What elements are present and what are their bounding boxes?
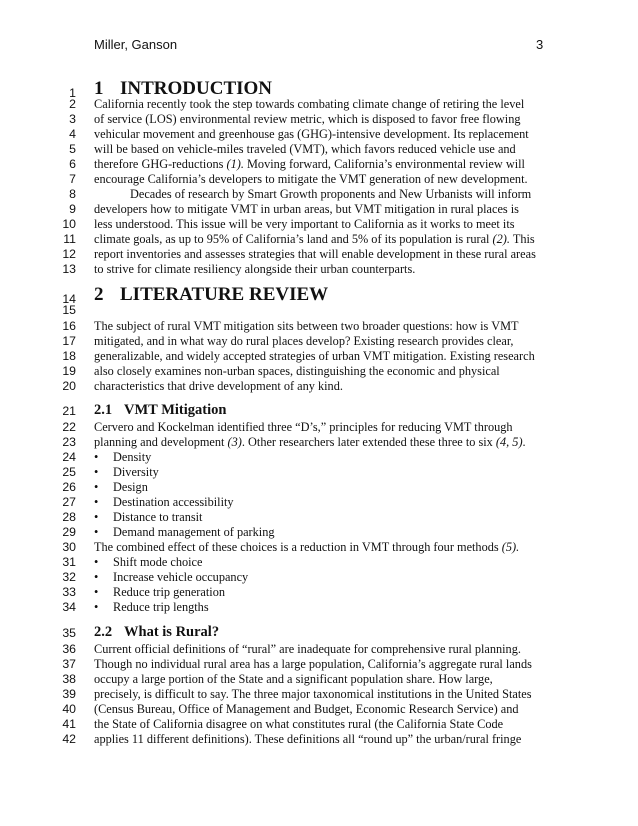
line-text: vehicular movement and greenhouse gas (GHG)-intensive development. Its replacement — [94, 127, 529, 141]
text-run: therefore GHG-reductions — [94, 157, 227, 171]
line-number: 27 — [62, 495, 76, 509]
section-number: 2 — [94, 284, 104, 305]
line-text: encourage California’s developers to mitigate the VMT generation of new development. — [94, 172, 528, 186]
bullet-glyph: • — [94, 570, 99, 584]
line-number: 9 — [69, 202, 76, 216]
line-row — [0, 672, 638, 687]
line-row — [0, 495, 638, 510]
line-row — [0, 112, 638, 127]
line-number: 22 — [62, 420, 76, 434]
line-row — [0, 247, 638, 262]
line-number: 6 — [69, 157, 76, 171]
text-run: This — [509, 232, 535, 246]
line-row — [0, 303, 638, 318]
line-number: 4 — [69, 127, 76, 141]
line-text: also closely examines non-urban spaces, distinguishing the economic and physical — [94, 364, 500, 378]
line-text: to strive for climate resiliency alongside their urban counterparts. — [94, 262, 416, 276]
list-item-text: Density — [113, 450, 152, 464]
line-row — [0, 510, 638, 525]
list-item-text: Shift mode choice — [113, 555, 203, 569]
line-row — [0, 127, 638, 142]
line-number: 37 — [62, 657, 76, 671]
line-row — [0, 157, 638, 172]
line-text: mitigated, and in what way do rural places develop? Existing research provides clear, — [94, 334, 514, 348]
line-number: 26 — [62, 480, 76, 494]
line-number: 3 — [69, 112, 76, 126]
list-item-text: Reduce trip lengths — [113, 600, 209, 614]
list-item-text: Diversity — [113, 465, 159, 479]
line-text — [94, 435, 526, 450]
line-number: 13 — [62, 262, 76, 276]
line-row — [0, 465, 638, 480]
list-item-text: Reduce trip generation — [113, 585, 225, 599]
bullet-glyph: • — [94, 495, 99, 509]
text-run: planning and development — [94, 435, 228, 449]
line-number: 32 — [62, 570, 76, 584]
line-row — [0, 187, 638, 202]
line-number: 15 — [62, 303, 76, 317]
line-row — [0, 420, 638, 435]
line-number: 34 — [62, 600, 76, 614]
bullet-glyph: • — [94, 600, 99, 614]
bullet-glyph: • — [94, 555, 99, 569]
line-text: occupy a large portion of the State and a significant population share. How large, — [94, 672, 493, 686]
line-row — [0, 319, 638, 334]
section-number: 2.1 — [94, 402, 113, 418]
line-row — [0, 540, 638, 555]
line-row — [0, 435, 638, 450]
line-row — [0, 450, 638, 465]
line-text: Current official definitions of “rural” are inadequate for comprehensive rural planning. — [94, 642, 521, 656]
line-number: 30 — [62, 540, 76, 554]
subsection-heading — [94, 402, 226, 418]
line-number: 29 — [62, 525, 76, 539]
citation: (1). — [226, 157, 244, 171]
line-text — [94, 157, 525, 172]
line-number: 41 — [62, 717, 76, 731]
text-run: The combined effect of these choices is a reduction in VMT through four methods — [94, 540, 502, 554]
line-text: generalizable, and widely accepted strategies of urban VMT mitigation. Existing research — [94, 349, 535, 363]
line-row — [0, 600, 638, 615]
line-text: California recently took the step towards combating climate change of retiring the level — [94, 97, 525, 111]
line-text: characteristics that drive development of any kind. — [94, 379, 343, 393]
line-row — [0, 142, 638, 157]
line-number: 33 — [62, 585, 76, 599]
line-number: 40 — [62, 702, 76, 716]
text-run: . Other researchers later extended these three to six — [241, 435, 496, 449]
list-item-text: Increase vehicle occupancy — [113, 570, 249, 584]
line-number: 28 — [62, 510, 76, 524]
citation: (4, 5) — [495, 435, 523, 449]
line-row — [0, 555, 638, 570]
line-number: 23 — [62, 435, 76, 449]
running-header-author: Miller, Ganson — [94, 37, 178, 52]
line-row — [0, 657, 638, 672]
line-number: 8 — [69, 187, 76, 201]
line-row — [0, 687, 638, 702]
bullet-glyph: • — [94, 585, 99, 599]
line-row — [0, 642, 638, 657]
line-number: 21 — [62, 404, 76, 418]
line-row — [0, 349, 638, 364]
line-number: 18 — [62, 349, 76, 363]
line-text: of service (LOS) environmental review metric, which is disposed to favor free flowing — [94, 112, 521, 126]
line-row — [0, 334, 638, 349]
section-number: 2.2 — [94, 624, 113, 640]
line-row — [0, 202, 638, 217]
line-row — [0, 480, 638, 495]
line-row — [0, 364, 638, 379]
line-number: 11 — [63, 232, 76, 246]
line-number: 2 — [69, 97, 76, 111]
line-text: precisely, is difficult to say. The three major taxonomical institutions in the United States — [94, 687, 532, 701]
line-number: 12 — [62, 247, 76, 261]
line-text: (Census Bureau, Office of Management and Budget, Economic Research Service) and — [94, 702, 519, 716]
line-number: 16 — [62, 319, 76, 333]
list-item-text: Distance to transit — [113, 510, 203, 524]
line-number: 10 — [62, 217, 76, 231]
bullet-glyph: • — [94, 510, 99, 524]
line-row — [0, 217, 638, 232]
line-text: applies 11 different definitions). These definitions all “round up” the urban/rural fringe — [94, 732, 522, 746]
line-text: Cervero and Kockelman identified three “D’s,” principles for reducing VMT through — [94, 420, 513, 434]
line-row — [0, 702, 638, 717]
line-number: 20 — [62, 379, 76, 393]
line-number: 7 — [69, 172, 76, 186]
line-number: 35 — [62, 626, 76, 640]
line-number: 19 — [62, 364, 76, 378]
line-number: 31 — [62, 555, 76, 569]
line-row — [0, 97, 638, 112]
line-text: The subject of rural VMT mitigation sits between two broader questions: how is VMT — [94, 319, 519, 333]
line-text: developers how to mitigate VMT in urban areas, but VMT mitigation in rural places is — [94, 202, 519, 216]
line-row — [0, 172, 638, 187]
line-row — [0, 232, 638, 247]
line-row — [0, 525, 638, 540]
text-run: . — [522, 435, 526, 449]
line-number: 24 — [62, 450, 76, 464]
bullet-glyph: • — [94, 450, 99, 464]
section-heading — [94, 79, 272, 99]
line-row — [0, 262, 638, 277]
list-item-text: Destination accessibility — [113, 495, 234, 509]
line-number: 5 — [69, 142, 76, 156]
bullet-glyph: • — [94, 480, 99, 494]
citation: (3) — [227, 435, 242, 449]
list-item-text: Design — [113, 480, 148, 494]
line-row — [0, 379, 638, 394]
line-text — [94, 232, 535, 247]
text-run: climate goals, as up to 95% of California’s land and 5% of its population is rural — [94, 232, 493, 246]
section-title: LITERATURE REVIEW — [120, 284, 329, 305]
line-number: 14 — [62, 292, 76, 306]
line-number: 25 — [62, 465, 76, 479]
section-heading — [94, 285, 328, 305]
list-item-text: Demand management of parking — [113, 525, 275, 539]
line-row — [0, 732, 638, 747]
line-number: 36 — [62, 642, 76, 656]
citation: (2). — [492, 232, 510, 246]
subsection-heading — [94, 624, 219, 640]
line-row — [0, 570, 638, 585]
line-row — [0, 285, 638, 305]
line-row — [0, 717, 638, 732]
section-number: 1 — [94, 78, 104, 99]
line-number: 39 — [62, 687, 76, 701]
line-number: 1 — [69, 86, 76, 100]
line-row — [0, 402, 638, 418]
line-row — [0, 624, 638, 640]
text-run: Moving forward, California’s environmental review will — [243, 157, 525, 171]
page-number: 3 — [536, 37, 544, 52]
line-row — [0, 585, 638, 600]
citation: (5). — [501, 540, 520, 554]
line-text: the State of California disagree on what constitutes rural (the California State Code — [94, 717, 504, 731]
line-text — [94, 540, 519, 555]
section-title: What is Rural? — [124, 624, 220, 640]
bullet-glyph: • — [94, 525, 99, 539]
section-title: VMT Mitigation — [124, 402, 227, 418]
line-text: will be based on vehicle-miles traveled (VMT), which favors reduced vehicle use and — [94, 142, 516, 156]
line-text: Though no individual rural area has a large population, California’s aggregate rural lands — [94, 657, 532, 671]
line-text: less understood. This issue will be very important to California as it works to meet its — [94, 217, 515, 231]
bullet-glyph: • — [94, 465, 99, 479]
line-number: 17 — [62, 334, 76, 348]
line-number: 42 — [62, 732, 76, 746]
section-title: INTRODUCTION — [120, 78, 273, 99]
line-row — [0, 79, 638, 99]
line-number: 38 — [62, 672, 76, 686]
line-text: Decades of research by Smart Growth proponents and New Urbanists will inform — [130, 187, 532, 201]
line-text: report inventories and assesses strategies that will enable development in these rural areas — [94, 247, 536, 261]
